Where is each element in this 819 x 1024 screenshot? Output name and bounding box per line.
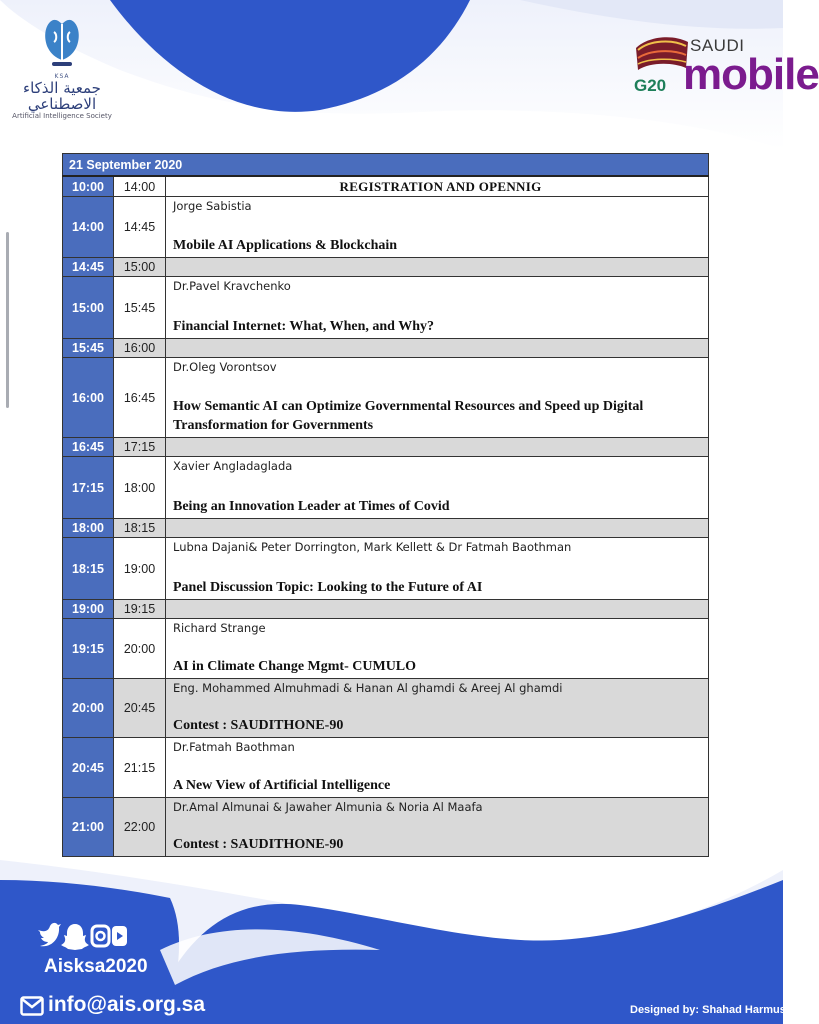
end-time: 16:45 [114,358,166,438]
schedule-row [63,339,709,358]
session-cell [166,798,709,857]
start-time: 18:15 [63,538,114,600]
end-time: 18:00 [114,457,166,519]
speaker-name: Dr.Pavel Kravchenko [173,279,291,293]
session-cell [166,358,709,438]
break-cell [166,258,709,277]
break-cell [166,519,709,538]
designer-credit: Designed by: Shahad Harmush [630,1004,793,1016]
session-topic: A New View of Artificial Intelligence [173,778,391,793]
start-time: 17:15 [63,457,114,519]
schedule-row [63,457,709,519]
sponsor-line2: mobile [683,50,819,99]
youtube-icon[interactable] [112,926,127,946]
start-time: 10:00 [63,176,114,197]
session-cell [166,679,709,738]
speaker-name: Dr.Fatmah Baothman [173,740,295,754]
start-time: 20:00 [63,679,114,738]
schedule-row [63,176,709,197]
speaker-name: Dr.Oleg Vorontsov [173,360,277,374]
scrollbar[interactable] [6,232,9,408]
schedule-row [63,600,709,619]
session-topic: Panel Discussion Topic: Looking to the Future of AI [173,580,483,595]
session-cell [166,457,709,519]
org-arabic-name: جمعية الذكاء الاصطناعي [23,79,101,113]
date-row [63,154,709,177]
end-time: 22:00 [114,798,166,857]
end-time: 21:15 [114,738,166,798]
mail-icon [20,996,44,1016]
schedule-row [63,738,709,798]
schedule-row [63,619,709,679]
start-time: 21:00 [63,798,114,857]
sponsor-line1: SAUDI [690,36,745,55]
social-icons [34,918,128,954]
org-english-name: Artificial Intelligence Society [12,112,112,120]
session-topic: Contest : SAUDITHONE-90 [173,837,344,852]
schedule-row [63,679,709,738]
speaker-name: Eng. Mohammed Almuhmadi & Hanan Al ghamdi & Areej Al ghamdi [173,681,563,695]
registration-label: REGISTRATION AND OPENNIG [339,178,542,194]
twitter-icon[interactable] [38,923,61,946]
schedule-row [63,358,709,438]
break-cell [166,600,709,619]
start-time: 19:00 [63,600,114,619]
session-cell [166,197,709,258]
start-time: 14:45 [63,258,114,277]
start-time: 15:45 [63,339,114,358]
speaker-name: Dr.Amal Almunai & Jawaher Almunia & Noria Al Maafa [173,800,483,814]
start-time: 16:45 [63,438,114,457]
end-time: 15:45 [114,277,166,339]
session-topic: Contest : SAUDITHONE-90 [173,718,344,733]
snapchat-icon[interactable] [61,924,89,950]
schedule-row [63,519,709,538]
break-cell [166,339,709,358]
email-address[interactable]: info@ais.org.sa [48,993,206,1016]
schedule-row [63,798,709,857]
speaker-name: Xavier Angladaglada [173,459,293,473]
end-time: 14:45 [114,197,166,258]
session-topic: How Semantic AI can Optimize Governmental Resources and Speed up Digital Transformation for Governments [173,399,644,433]
speaker-name: Jorge Sabistia [173,199,252,213]
sponsor-tag: G20 [634,76,667,95]
end-time: 20:00 [114,619,166,679]
session-cell [166,619,709,679]
start-time: 20:45 [63,738,114,798]
session-topic: Being an Innovation Leader at Times of Covid [173,499,450,514]
break-cell [166,438,709,457]
speaker-name: Richard Strange [173,621,266,635]
hashtag: Aisksa2020 [44,956,148,977]
end-time: 20:45 [114,679,166,738]
end-time: 16:00 [114,339,166,358]
end-time: 18:15 [114,519,166,538]
org-tag: KSA [54,73,70,80]
instagram-icon[interactable] [92,926,109,946]
start-time: 19:15 [63,619,114,679]
schedule-row [63,258,709,277]
end-time: 19:15 [114,600,166,619]
start-time: 16:00 [63,358,114,438]
start-time: 15:00 [63,277,114,339]
session-topic: Mobile AI Applications & Blockchain [173,238,398,253]
end-time: 17:15 [114,438,166,457]
schedule-row [63,197,709,258]
session-topic: Financial Internet: What, When, and Why? [173,319,434,334]
schedule-table [62,153,709,857]
schedule-row [63,277,709,339]
speaker-name: Lubna Dajani& Peter Dorrington, Mark Kellett & Dr Fatmah Baothman [173,540,572,554]
schedule-row [63,438,709,457]
end-time: 14:00 [114,176,166,197]
session-cell [166,738,709,798]
registration-cell [166,176,709,197]
schedule-date: 21 September 2020 [63,154,709,177]
session-topic: AI in Climate Change Mgmt- CUMULO [173,659,417,674]
session-cell [166,538,709,600]
brain-emblem-icon [42,14,82,72]
start-time: 14:00 [63,197,114,258]
session-cell [166,277,709,339]
ais-logo [8,14,116,121]
start-time: 18:00 [63,519,114,538]
end-time: 19:00 [114,538,166,600]
schedule-row [63,538,709,600]
end-time: 15:00 [114,258,166,277]
